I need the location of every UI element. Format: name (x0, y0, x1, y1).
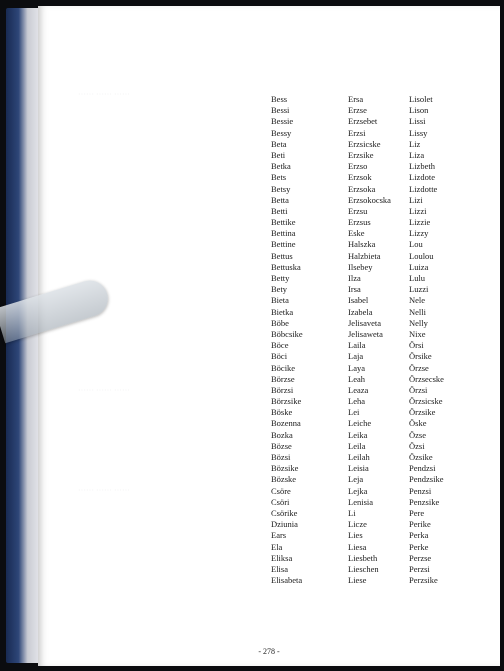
name-entry: Csörike (271, 507, 298, 518)
name-entry: Ears (271, 530, 287, 541)
name-entry: Bets (271, 172, 287, 183)
name-entry: Erzsebet (348, 116, 378, 127)
name-entry: Bety (271, 284, 288, 295)
name-entry: Leisia (348, 463, 369, 474)
name-entry: Lou (409, 239, 423, 250)
name-entry: Leja (348, 474, 364, 485)
name-entry: Bettina (271, 228, 296, 239)
name-entry: Nelly (409, 317, 428, 328)
name-entry: Loulou (409, 250, 434, 261)
name-entry: Lison (409, 105, 429, 116)
names-column-1 (271, 94, 303, 586)
name-entry: Csöri (271, 496, 290, 507)
name-entry: Leilah (348, 452, 370, 462)
name-entry: Lizdotte (409, 183, 438, 194)
name-entry: Lisolet (409, 94, 433, 104)
name-entry: Elisabeta (271, 575, 303, 586)
name-entry: Örzsike (409, 407, 436, 418)
name-entry: Penzsi (409, 485, 432, 496)
name-entry: Pendzsike (409, 474, 444, 485)
name-entry: Erzsokocska (348, 194, 391, 205)
name-entry: Beti (271, 149, 286, 160)
name-entry: Perzsike (409, 575, 438, 586)
name-entry: Betka (271, 161, 291, 172)
name-entry: Bözse (271, 440, 292, 451)
name-entry: Leah (348, 373, 365, 384)
name-entry: Pendzsi (409, 463, 436, 474)
name-entry: Erzsu (348, 205, 368, 216)
name-entry: Bieta (271, 295, 289, 306)
name-entry: Bozenna (271, 418, 301, 429)
name-entry: Lizdote (409, 172, 435, 183)
name-entry: Laya (348, 362, 365, 373)
name-entry: Betty (271, 273, 290, 283)
name-entry: Luzzi (409, 284, 429, 295)
name-entry: Bessie (271, 116, 294, 127)
name-entry: Lissi (409, 116, 426, 127)
name-entry: Erzsus (348, 217, 371, 228)
name-entry: Bettike (271, 217, 296, 228)
name-entry: Li (348, 507, 356, 518)
name-entry: Laila (348, 340, 366, 351)
name-entry: Ersa (348, 94, 364, 104)
name-entry: Lies (348, 530, 363, 541)
name-entry: Ilza (348, 273, 361, 283)
name-entry: Erzsoka (348, 183, 376, 194)
name-entry: Bettine (271, 239, 296, 250)
name-entry: Böbe (271, 317, 289, 328)
name-entry: Bettus (271, 250, 293, 261)
name-entry: Elisa (271, 563, 288, 574)
name-entry: Perzsi (409, 563, 430, 574)
name-entry: Bettuska (271, 261, 301, 272)
name-entry: Licze (348, 519, 367, 530)
name-entry: Böcike (271, 362, 296, 373)
name-entry: Öske (409, 418, 427, 429)
name-entry: Betsy (271, 183, 291, 194)
name-entry: Lejka (348, 485, 368, 496)
name-entry: Lizzie (409, 217, 431, 228)
name-entry: Betta (271, 194, 289, 205)
name-entry: Börzsi (271, 384, 294, 395)
name-entry: Leila (348, 440, 366, 451)
name-entry: Erzso (348, 161, 368, 172)
name-entry: Leika (348, 429, 368, 440)
name-entry: Erzse (348, 105, 367, 116)
name-entry: Bessi (271, 105, 290, 116)
name-entry: Özse (409, 429, 426, 440)
name-entry: Lizbeth (409, 161, 435, 172)
name-entry: Jelisaweta (348, 328, 383, 339)
name-entry: Lizzy (409, 228, 429, 239)
name-entry: Bözske (271, 474, 297, 485)
name-entry: Liese (348, 575, 367, 586)
name-entry: Eske (348, 228, 365, 239)
name-entry: Lizzi (409, 205, 427, 216)
name-entry: Betti (271, 205, 288, 216)
name-entry: Börzse (271, 373, 295, 384)
name-entry: Lenisia (348, 496, 374, 507)
show-through-text: ······ ······ ······ (78, 386, 130, 395)
name-entry: Laja (348, 351, 364, 362)
name-entry: Örzsecske (409, 373, 444, 384)
page-number: - 278 - (258, 647, 280, 656)
name-entry: Bözsike (271, 463, 299, 474)
name-entry: Ilsebey (348, 261, 373, 272)
name-entry: Liesbeth (348, 552, 378, 563)
name-entry: Nelli (409, 306, 426, 317)
name-entry: Böske (271, 407, 293, 418)
name-entry: Liesa (348, 541, 367, 552)
name-entry: Lissy (409, 127, 428, 138)
name-entry: Liz (409, 138, 421, 149)
name-entry: Halszka (348, 239, 376, 250)
name-entry: Örsike (409, 351, 432, 362)
name-entry: Lizi (409, 194, 423, 205)
name-entry: Perka (409, 530, 429, 541)
names-column-2 (348, 94, 391, 586)
name-entry: Örzse (409, 362, 429, 373)
name-entry: Bietka (271, 306, 294, 317)
name-entry: Böci (271, 351, 288, 362)
name-entry: Irsa (348, 284, 361, 295)
name-entry: Bess (271, 94, 288, 104)
name-entry: Erzsi (348, 127, 366, 138)
name-entry: Bözsi (271, 452, 291, 462)
name-entry: Izabela (348, 306, 373, 317)
name-entry: Böbcsike (271, 328, 303, 339)
name-entry: Liza (409, 149, 425, 160)
name-entry: Özsi (409, 440, 425, 451)
name-entry: Böce (271, 340, 289, 351)
name-entry: Ela (271, 541, 283, 552)
name-entry: Pere (409, 507, 425, 518)
name-entry: Eliksa (271, 552, 293, 563)
show-through-text: ······ ······ ······ (78, 486, 130, 495)
name-entry: Csöre (271, 485, 291, 496)
name-entry: Lieschen (348, 563, 379, 574)
name-entry: Perzse (409, 552, 432, 563)
name-entry: Erzsike (348, 149, 374, 160)
name-entry: Bessy (271, 127, 292, 138)
name-entry: Dziunia (271, 519, 298, 530)
name-entry: Isabel (348, 295, 369, 306)
name-entry: Leaza (348, 384, 369, 395)
name-entry: Bozka (271, 429, 293, 440)
name-entry: Lei (348, 407, 360, 418)
name-entry: Örzsi (409, 384, 428, 395)
name-entry: Leha (348, 396, 365, 407)
name-entry: Perke (409, 541, 429, 552)
name-entry: Börzsike (271, 396, 302, 407)
name-entry: Örzsicske (409, 396, 443, 407)
name-entry: Nixe (409, 328, 426, 339)
show-through-text: ······ ······ ······ (78, 90, 130, 99)
name-entry: Halzbieta (348, 250, 381, 261)
name-entry: Erzsok (348, 172, 372, 183)
name-entry: Leiche (348, 418, 372, 429)
name-entry: Lulu (409, 273, 426, 283)
name-entry: Jelisaveta (348, 317, 382, 328)
name-entry: Özsike (409, 452, 433, 462)
name-entry: Penzsike (409, 496, 440, 507)
name-entry: Nele (409, 295, 426, 306)
names-column-3 (409, 94, 444, 586)
book-page (38, 6, 500, 666)
name-entry: Perike (409, 519, 431, 530)
name-entry: Örsi (409, 340, 424, 351)
name-entry: Beta (271, 138, 287, 149)
name-entry: Luiza (409, 261, 429, 272)
name-entry: Erzsicske (348, 138, 381, 149)
